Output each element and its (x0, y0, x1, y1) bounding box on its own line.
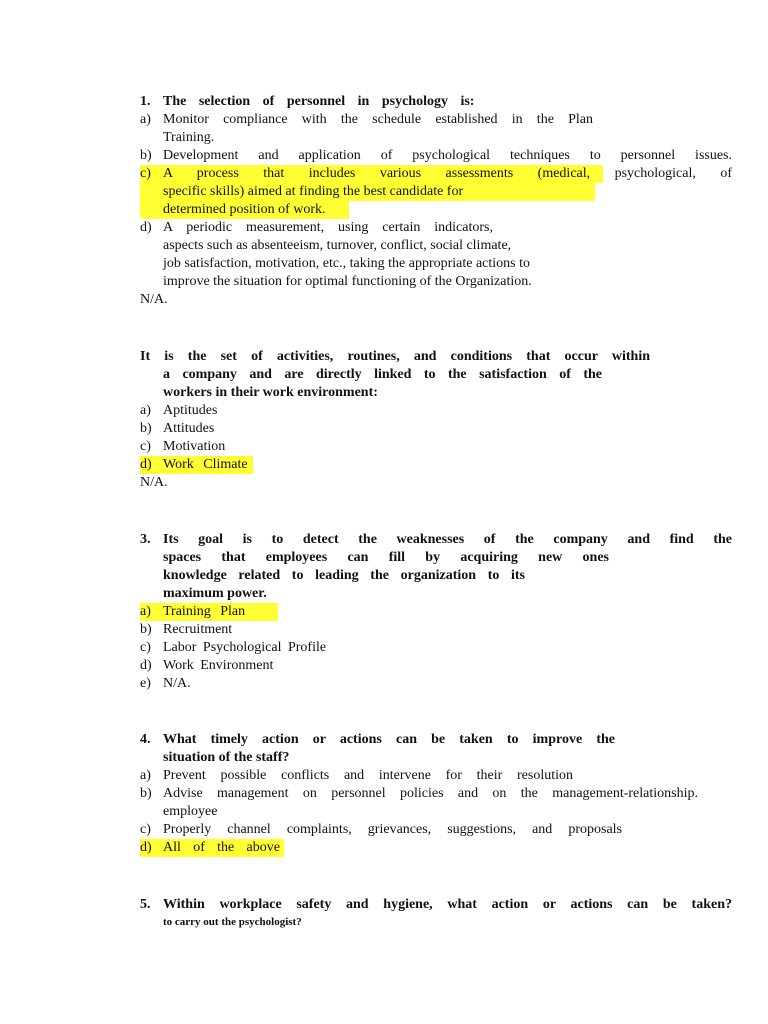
question-2 (140, 348, 732, 492)
question-stem-line: Within workplace safety and hygiene, what action or actions can be taken? (163, 897, 732, 912)
option-text: Attitudes (163, 421, 215, 436)
option-letter: a) (140, 604, 151, 619)
question-stem-line: It is the set of activities, routines, and conditions that occur within (140, 349, 650, 364)
option-letter: c) (140, 165, 163, 219)
option-letter: b) (140, 786, 152, 801)
option-na: N/A. (140, 292, 168, 307)
question-5 (140, 896, 732, 930)
option-text-highlighted: Training Plan (163, 604, 246, 619)
question-1-stem (140, 93, 732, 111)
option-text: Aptitudes (163, 403, 218, 418)
question-stem-line: spaces that employees can fill by acquiring new ones (163, 550, 609, 565)
question-number: 5. (140, 897, 151, 912)
option-letter: e) (140, 676, 151, 691)
question-stem-line: workers in their work environment: (163, 385, 378, 400)
option-b (140, 785, 732, 821)
option-text: Motivation (163, 439, 226, 454)
question-3-stem (140, 531, 732, 603)
option-a (140, 767, 732, 785)
option-letter: c) (140, 822, 151, 837)
option-text-highlighted: A process that includes various assessments (medical, psychological, of (163, 166, 732, 181)
option-c (140, 639, 732, 657)
option-c (140, 438, 732, 456)
question-5-stem (140, 896, 732, 914)
option-letter: d) (140, 457, 152, 472)
option-text: Training. (163, 130, 215, 145)
option-na: N/A. (140, 475, 168, 490)
question-number: 4. (140, 732, 151, 747)
question-number: 3. (140, 532, 151, 547)
question-stem-line: The selection of personnel in psychology is: (163, 94, 475, 109)
option-c (140, 821, 732, 839)
option-text-highlighted: determined position of work. (163, 201, 732, 219)
option-text-highlighted: Work Climate (163, 457, 248, 472)
question-4 (140, 731, 732, 857)
option-text: employee (163, 804, 218, 819)
option-letter: b) (140, 622, 152, 637)
option-text: Labor Psychological Profile (163, 640, 327, 655)
question-4-stem (140, 731, 732, 767)
question-3 (140, 531, 732, 693)
option-letter: a) (140, 768, 151, 783)
question-stem-line: knowledge related to leading the organization to its (163, 568, 525, 583)
option-letter: a) (140, 403, 151, 418)
option-letter: d) (140, 658, 152, 673)
option-e (140, 675, 732, 693)
option-a (140, 402, 732, 420)
option-text: Recruitment (163, 622, 233, 637)
option-a (140, 111, 732, 147)
question-2-stem (140, 348, 732, 402)
option-text: Prevent possible conflicts and intervene for their resolution (163, 768, 573, 783)
question-5-subline: to carry out the psychologist? (163, 916, 302, 928)
option-text: N/A. (163, 676, 191, 691)
option-d (140, 219, 732, 291)
option-letter: d) (140, 840, 152, 855)
option-letter: d) (140, 220, 152, 235)
option-letter: a) (140, 112, 151, 127)
option-d-correct (140, 839, 732, 857)
option-letter: b) (140, 421, 152, 436)
question-stem-line: situation of the staff? (163, 750, 290, 765)
option-letter: c) (140, 640, 151, 655)
option-a-correct (140, 603, 732, 621)
question-stem-line: maximum power. (163, 586, 267, 601)
option-text: Development and application of psychological techniques to personnel issues. (163, 148, 732, 163)
option-letter: c) (140, 439, 151, 454)
option-text: Monitor compliance with the schedule established in the Plan (163, 112, 593, 127)
option-b (140, 420, 732, 438)
option-c-correct (140, 165, 732, 219)
question-stem-line: a company and are directly linked to the satisfaction of the (163, 367, 602, 382)
question-stem-line: Its goal is to detect the weaknesses of the company and find the (163, 532, 732, 547)
option-text: Properly channel complaints, grievances, suggestions, and proposals (163, 822, 622, 837)
option-d (140, 657, 732, 675)
option-d-correct (140, 456, 732, 474)
option-text-highlighted: specific skills) aimed at finding the best candidate for (163, 183, 732, 201)
option-text: A periodic measurement, using certain indicators, (163, 220, 493, 235)
question-number: 1. (140, 94, 151, 109)
option-text: Advise management on personnel policies and on the management-relationship. (163, 786, 698, 801)
option-text: job satisfaction, motivation, etc., taking the appropriate actions to (163, 256, 531, 271)
option-text: Work Environment (163, 658, 274, 673)
option-letter: b) (140, 148, 152, 163)
option-text-highlighted: All of the above (163, 840, 280, 855)
question-1 (140, 93, 732, 309)
question-stem-line: What timely action or actions can be taken to improve the (163, 732, 615, 747)
option-b (140, 621, 732, 639)
option-text: aspects such as absenteeism, turnover, conflict, social climate, (163, 238, 512, 253)
option-b (140, 147, 732, 165)
option-text: improve the situation for optimal functioning of the Organization. (163, 274, 532, 289)
